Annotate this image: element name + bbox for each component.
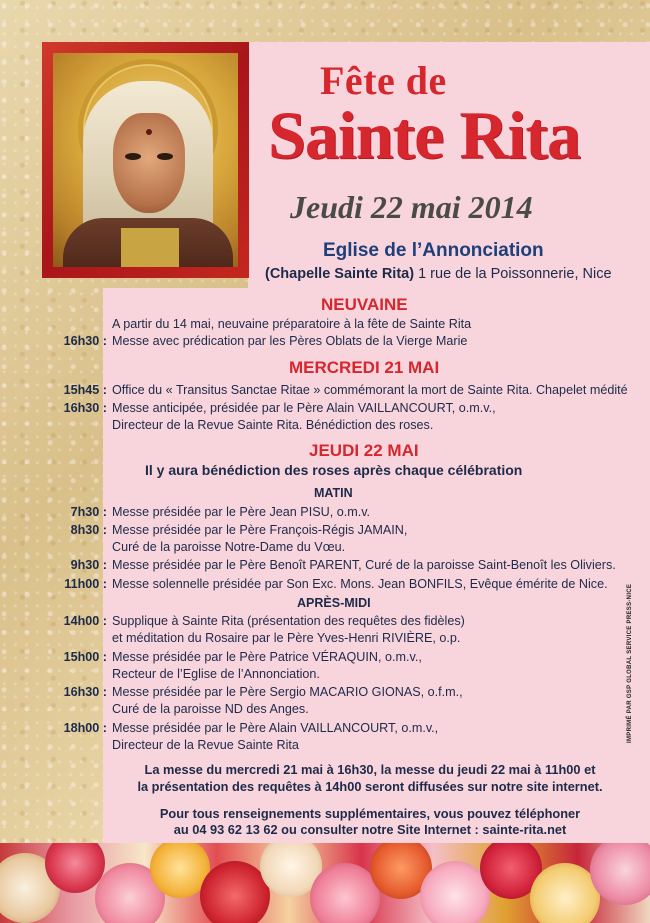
event-date: Jeudi 22 mai 2014 bbox=[290, 189, 533, 225]
apres-midi-label: APRÈS-MIDI bbox=[297, 596, 371, 610]
chapel-name: (Chapelle Sainte Rita) bbox=[265, 266, 415, 282]
mercredi-heading: MERCREDI 21 MAI bbox=[289, 358, 440, 377]
title-line2: Sainte Rita bbox=[268, 97, 580, 173]
jeudi-heading: JEUDI 22 MAI bbox=[309, 441, 419, 460]
title-line1: Fête de bbox=[320, 58, 447, 103]
church-name: Eglise de l’Annonciation bbox=[323, 240, 544, 261]
church-address bbox=[265, 266, 612, 282]
printer-credit: IMPRIMÉ PAR GSP GLOBAL SERVICE PRESS-NICE bbox=[627, 583, 633, 743]
broadcast-line2: la présentation des requêtes à 14h00 seront diffusées sur notre site internet. bbox=[137, 779, 603, 794]
roses-banner-image bbox=[0, 843, 650, 923]
matin-label: MATIN bbox=[314, 486, 353, 500]
contact-line1: Pour tous renseignements supplémentaires, vous pouvez téléphoner bbox=[159, 806, 581, 821]
broadcast-line1: La messe du mercredi 21 mai à 16h30, la messe du jeudi 22 mai à 11h00 et bbox=[144, 762, 596, 777]
neuvaine-heading: NEUVAINE bbox=[321, 295, 408, 314]
jeudi-subtitle: Il y aura bénédiction des roses après chaque célébration bbox=[145, 462, 523, 478]
street-address: 1 rue de la Poissonnerie, Nice bbox=[414, 266, 612, 282]
contact-line2: au 04 93 62 13 62 ou consulter notre Site Internet : sainte-rita.net bbox=[173, 822, 567, 837]
saint-rita-icon-image bbox=[42, 42, 249, 278]
